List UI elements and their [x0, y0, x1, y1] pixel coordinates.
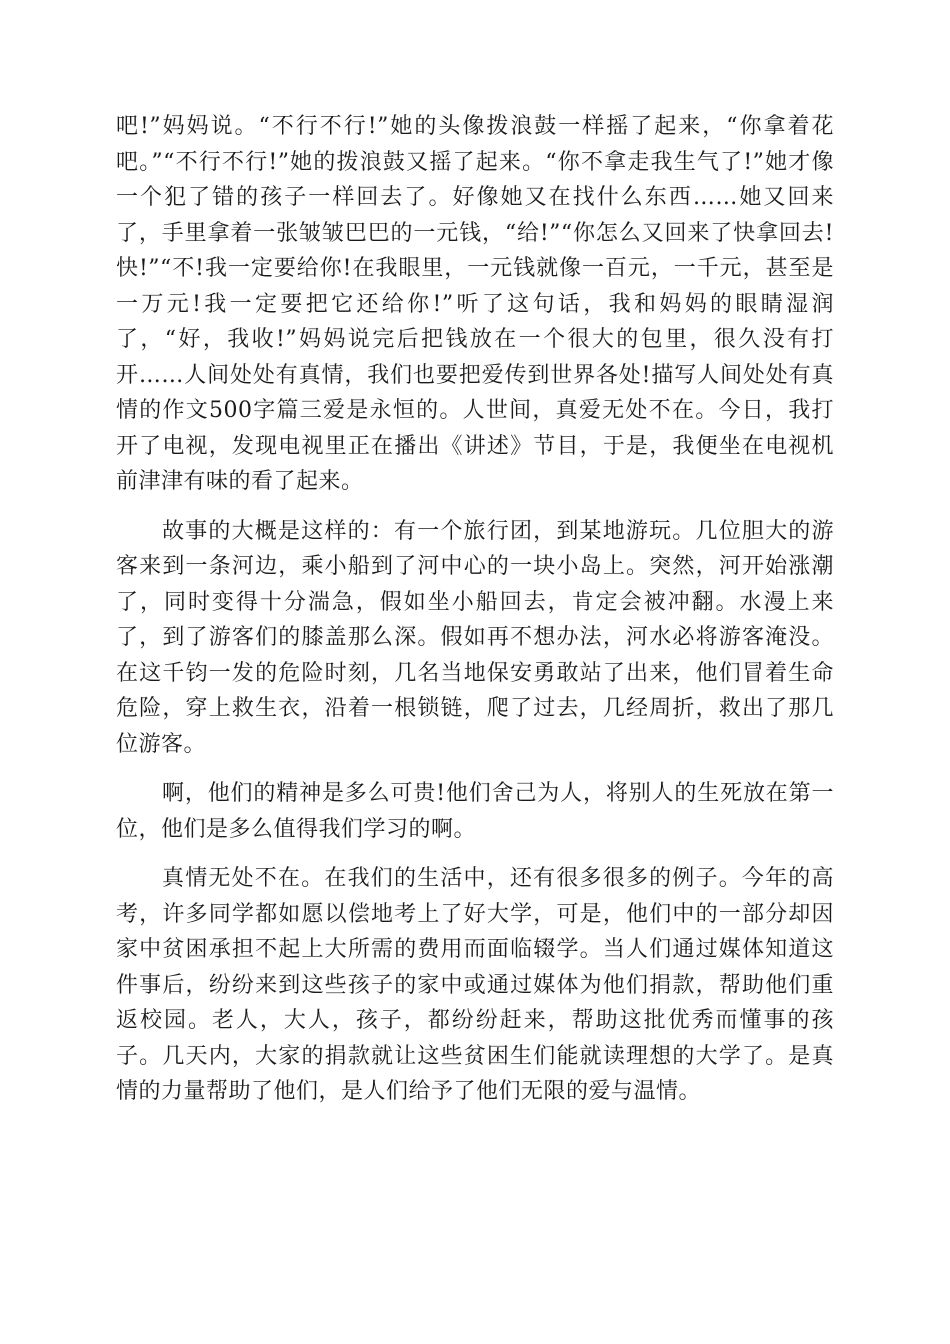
- paragraph-2: 故事的大概是这样的：有一个旅行团，到某地游玩。几位胆大的游客来到一条河边，乘小船到了河中心的一块小岛上。突然，河开始涨潮了，同时变得十分湍急，假如坐小船回去，肯定会被冲翻。水漫上来了，到了游客们的膝盖那么深。假如再不想办法，河水必将游客淹没。在这千钧一发的危险时刻，几名当地保安勇敢站了出来，他们冒着生命危险，穿上救生衣，沿着一根锁链，爬了过去，几经周折，救出了那几位游客。: [116, 518, 834, 757]
- document-body: [116, 109, 834, 1124]
- paragraph-4: 真情无处不在。在我们的生活中，还有很多很多的例子。今年的高考，许多同学都如愿以偿地考上了好大学，可是，他们中的一部分却因家中贫困承担不起上大所需的费用而面临辍学。当人们通过媒体知道这件事后，纷纷来到这些孩子的家中或通过媒体为他们捐款，帮助他们重返校园。老人，大人，孩子，都纷纷赶来，帮助这批优秀而懂事的孩子。几天内，大家的捐款就让这些贫困生们能就读理想的大学了。是真情的力量帮助了他们，是人们给予了他们无限的爱与温情。: [116, 866, 834, 1104]
- paragraph-1: 吧!”妈妈说。“不行不行!”她的头像拨浪鼓一样摇了起来，“你拿着花吧。”“不行不行!”她的拨浪鼓又摇了起来。“你不拿走我生气了!”她才像一个犯了错的孩子一样回去了。好像她又在找什么东西……她又回来了，手里拿着一张皱皱巴巴的一元钱，“给!”“你怎么又回来了快拿回去!快!”“不!我一定要给你!在我眼里，一元钱就像一百元，一千元，甚至是一万元!我一定要把它还给你!”听了这句话，我和妈妈的眼睛湿润了，“好，我收!”妈妈说完后把钱放在一个很大的包里，很久没有打开……人间处处有真情，我们也要把爱传到世界各处!描写人间处处有真情的作文500字篇三爱是永恒的。人世间，真爱无处不在。今日，我打开了电视，发现电视里正在播出《讲述》节目，于是，我便坐在电视机前津津有味的看了起来。: [116, 114, 834, 494]
- paragraph-3: 啊，他们的精神是多么可贵!他们舍己为人，将别人的生死放在第一位，他们是多么值得我们学习的啊。: [116, 781, 834, 842]
